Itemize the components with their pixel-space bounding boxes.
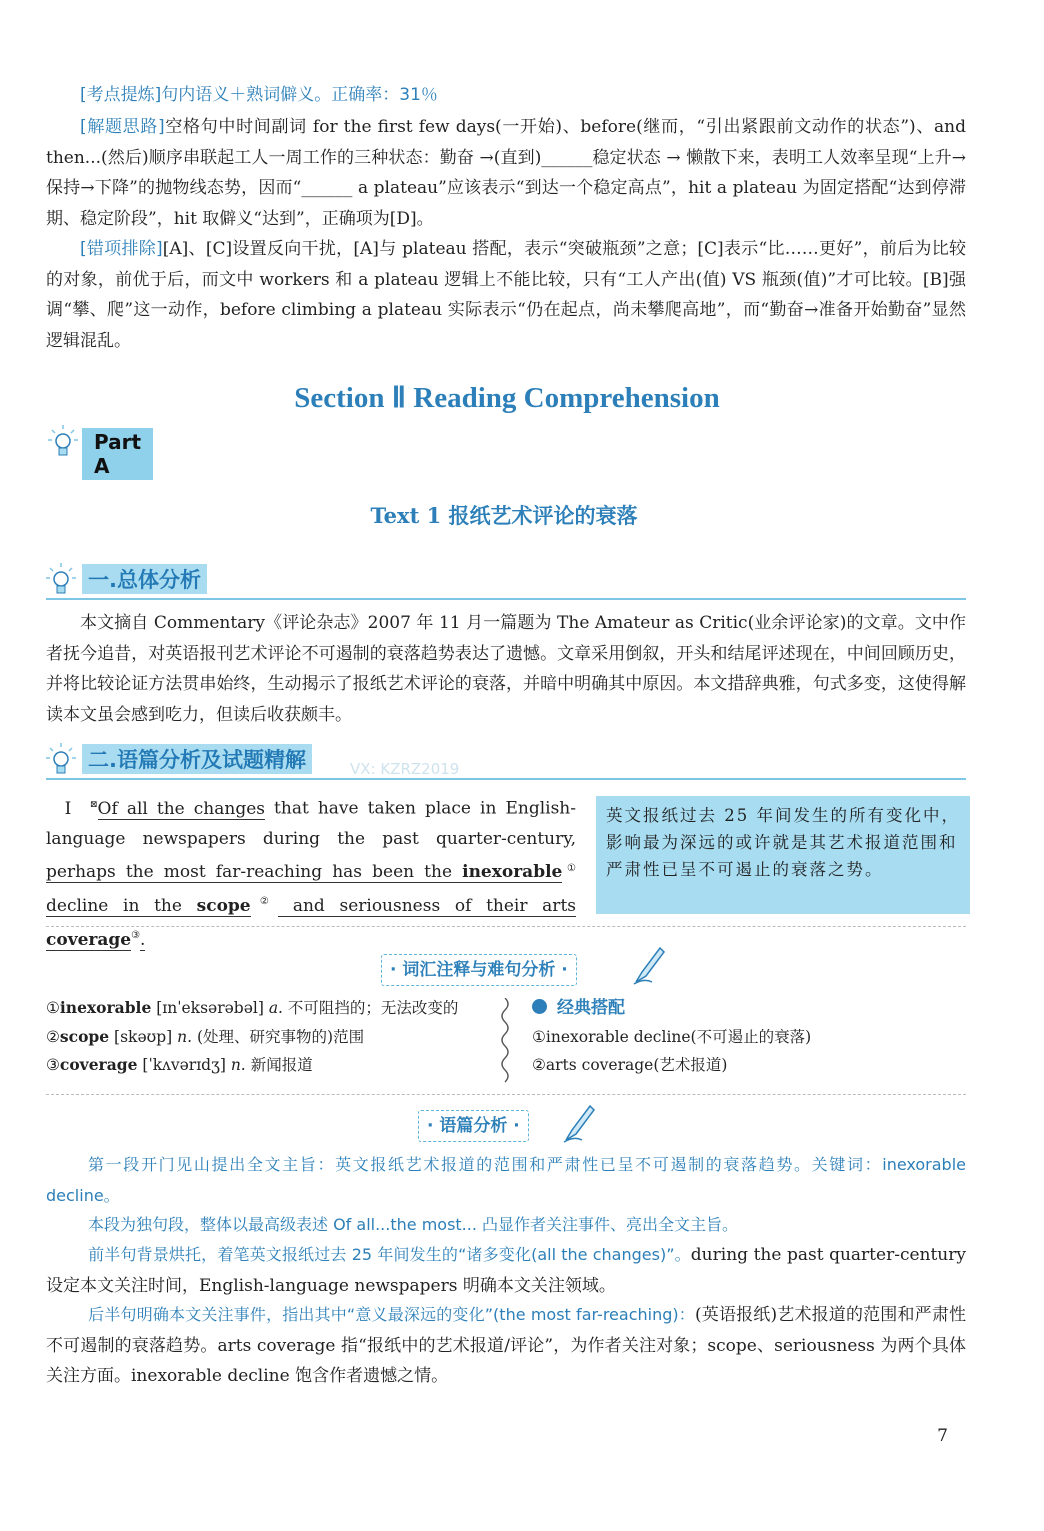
passage-seg: . — [140, 929, 146, 950]
text-title: Text 1 报纸艺术评论的衰落 — [370, 503, 638, 528]
vocab-label: · 词汇注释与难句分析 · — [381, 954, 577, 986]
passage-seg: that have taken place in English-language newspapers during the past quarter-century, — [46, 798, 577, 849]
solution-tag: [解题思路] — [80, 117, 165, 137]
passage-paragraph — [46, 790, 576, 955]
heading-discourse-label: 二.语篇分析及试题精解 — [82, 744, 312, 774]
note-ref: ① — [562, 862, 577, 874]
keyword-coverage: coverage — [46, 929, 132, 950]
analysis-structure: 本段为独句段，整体以最高级表述 Of all...the most... 凸显作者关注事件、亮出全文主旨。 — [88, 1215, 739, 1234]
passage-seg: Of all the changes — [97, 798, 265, 819]
watermark: VX: KZRZ2019 — [350, 760, 460, 778]
bullet-icon — [532, 999, 547, 1014]
solution-text: 空格句中时间副词 for the first few days(一开始)、before(继而，“引出紧跟前文动作的状态”)、and then...(然后)顺序串联起工人一周工作的三种状态：勤奋 →(直到)______稳定状态 → 懒散下来，表明工人效率呈现“上升→保持→下降”的抛物线态势，因而“______ a plateau”应该表示“到达一个稳定高点”，hit a plateau 为固定搭配“达到停滞期、稳定阶段”，hit 取僻义“达到”，正确项为[D]。 — [46, 117, 966, 229]
pen-icon — [562, 1102, 596, 1144]
analysis-second-half: 后半句明确本文关注事件，指出其中“意义最深远的变化”(the most far-reaching)：(英语报纸)艺术报道的范围和严肃性不可遏制的衰落趋势。arts coverage 指“报纸中的艺术报道/评论”，为作者关注对象；scope、seriousness 为两个具体关注方面。inexorable decline 饱含作者遗憾之情。 — [46, 1305, 966, 1386]
page-number: 7 — [937, 1426, 948, 1446]
part-a-label: Part A — [82, 428, 153, 480]
collocation-item: ①inexorable decline(不可遏止的衰落) — [532, 1027, 812, 1046]
heading-overview — [46, 562, 966, 600]
divider — [46, 926, 966, 927]
translation-box: 英文报纸过去 25 年间发生的所有变化中，影响最为深远的或许就是其艺术报道范围和严肃性已呈不可遏止的衰落之势。 — [596, 796, 970, 914]
lightbulb-icon — [46, 742, 76, 776]
collocation-title: 经典搭配 — [532, 994, 962, 1023]
elimination-text: [A]、[C]设置反向干扰，[A]与 plateau 搭配，表示“突破瓶颈”之意；[C]表示“比……更好”，前后为比较的对象，前优于后，而文中 workers 和 a plateau 逻辑上不能比较，只有“工人产出(值) VS 瓶颈(值)”才可比较。[B]强调“攀、爬”这一动作，before climbing a plateau 实际表示“仍在起点，尚未攀爬高地”，而“勤奋→准备开始勤奋”显然逻辑混乱。 — [46, 239, 967, 351]
tip-tag: [考点提炼] — [80, 85, 162, 105]
squiggle-divider — [498, 998, 512, 1086]
vocab-item: ①inexorable [ɪnˈeksərəbəl] a. 不可阻挡的；无法改变的 — [46, 998, 459, 1017]
sentence-mark: ⊠ — [90, 800, 98, 810]
note-ref: ③ — [131, 929, 141, 941]
tip-text: 句内语义＋熟词僻义。正确率：31％ — [161, 85, 438, 105]
section-title: Section Ⅱ Reading Comprehension — [294, 382, 720, 414]
keyword-inexorable: inexorable — [462, 862, 563, 883]
collocation-item: ②arts coverage(艺术报道) — [532, 1056, 728, 1074]
collocation-list — [532, 994, 962, 1080]
heading-overview-label: 一.总体分析 — [82, 564, 207, 594]
heading-discourse — [46, 742, 966, 780]
passage-seg: decline in the — [46, 895, 197, 916]
vocab-item: ②scope [skəʊp] n. (处理、研究事物的)范围 — [46, 1026, 365, 1046]
lightbulb-icon — [48, 424, 78, 458]
vocab-list — [46, 994, 496, 1080]
passage-seg: perhaps the most far-reaching has been the — [46, 862, 463, 883]
overview-paragraph: 本文摘自 Commentary《评论杂志》2007 年 11 月一篇题为 The Amateur as Critic(业余评论家)的文章。文中作者抚今追昔，对英语报刊艺术评论不可遏制的衰落趋势表达了遗憾。文章采用倒叙，开头和结尾评述现在，中间回顾历史，并将比较论证方法贯串始终，生动揭示了报纸艺术评论的衰落，并暗中明确其中原因。本文措辞典雅，句式多变，这使得解读本文虽会感到吃力，但读后收获颇丰。 — [46, 613, 966, 725]
analysis-main: 第一段开门见山提出全文主旨：英文报纸艺术报道的范围和严肃性已呈不可遏制的衰落趋势。关键词：inexorable decline。 — [46, 1155, 966, 1205]
tip-refinement — [46, 80, 966, 111]
analysis-first-half: 前半句背景烘托，着笔英文报纸过去 25 年间发生的“诸多变化(all the changes)”。during the past quarter-century 设定本文关注时间，English-language newspapers 明确本文关注领域。 — [46, 1245, 966, 1296]
note-ref: ② — [250, 896, 279, 908]
pen-icon — [632, 944, 666, 986]
passage-seg: and seriousness of their arts — [278, 895, 576, 916]
tip-solution — [46, 112, 966, 234]
lightbulb-icon — [46, 562, 76, 596]
divider — [46, 1094, 966, 1095]
tip-elimination — [46, 234, 966, 356]
paragraph-number: Ⅰ — [64, 798, 72, 819]
discourse-label: · 语篇分析 · — [418, 1110, 529, 1142]
keyword-scope: scope — [196, 895, 251, 916]
vocab-item: ③coverage [ˈkʌvərɪdʒ] n. 新闻报道 — [46, 1055, 313, 1074]
elimination-tag: [错项排除] — [80, 239, 163, 259]
